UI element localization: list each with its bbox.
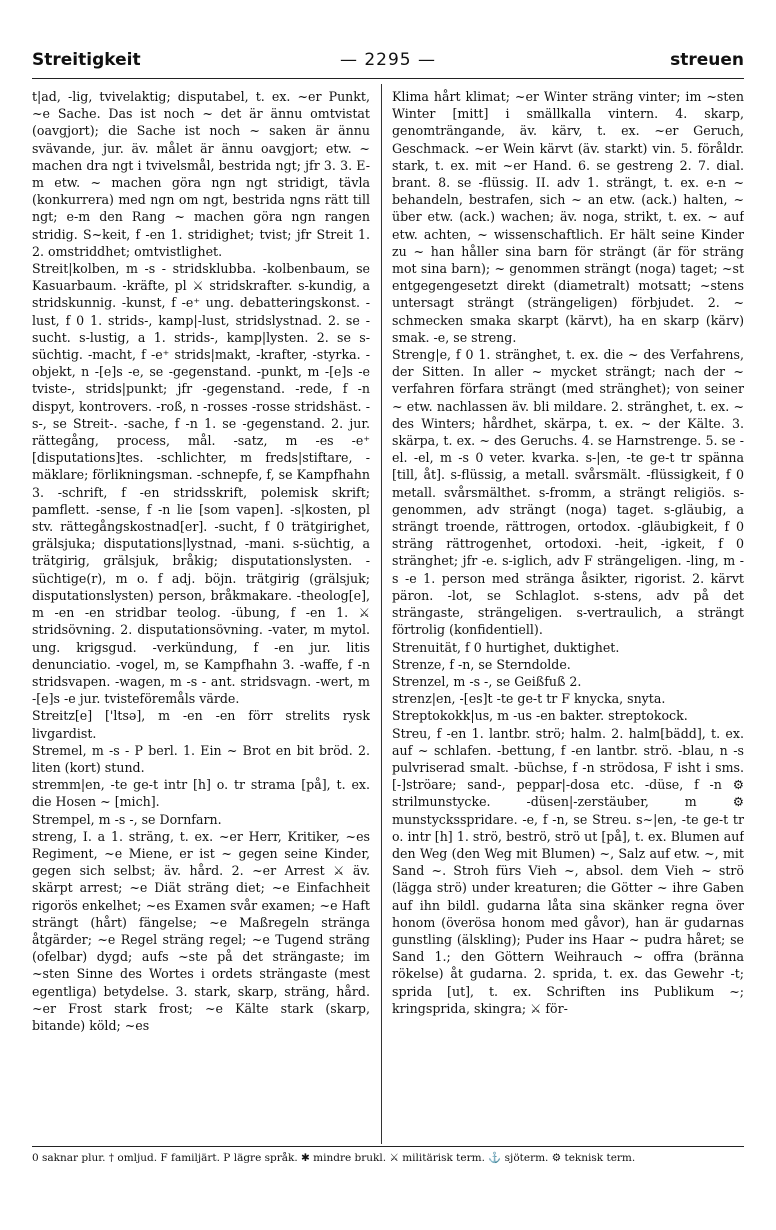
column-divider <box>381 84 382 1144</box>
dictionary-entry: Streitz[e] ['ltsə], m -en -en förr strelits rysk livgardist. <box>32 708 370 741</box>
dictionary-entry: Streng|e, f 0 1. stränghet, t. ex. die ~ des Verfahrens, der Sitten. In aller ~ mycket strängt; nach der ~ verfahren förfara strängt (med stränghet); von seiner ~ etw. nachlassen äv. bli mildare. 2. stränghet, t. ex. ~ des Winters; hårdhet, skärpa, t. ex. ~ der Kälte. 3. skärpa, t. ex. ~ des Geruchs. 4. se Harnstrenge. 5. se -el. -el, m -s 0 veter. kvarka. s-|en, -te ge-t tr spänna [till, åt]. s-flüssig, a metall. svårsmält. -flüssigkeit, f 0 metall. svårsmälthet. s-fromm, a strängt religiös. s-genommen, adv strängt (noga) taget. s-gläubig, a strängt troende, rättrogen, ortodox. -gläubigkeit, f 0 sträng rättrogenhet, ortodoxi. -heit, -igkeit, f 0 stränghet; jfr -e. s-iglich, adv F strängeligen. -ling, m -s -e 1. person med stränga åsikter, rigorist. 2. kärvt päron. -lot, se Schlaglot. s-stens, adv på det strängaste, strängeligen. s-vertraulich, a strängt förtrolig (konfidentiell). <box>392 347 744 638</box>
dictionary-entry: Strempel, m -s -, se Dornfarn. <box>32 811 222 827</box>
right-column <box>392 88 744 1138</box>
footer-rule <box>32 1146 744 1147</box>
dictionary-entry: Streit|kolben, m -s - stridsklubba. -kolbenbaum, se Kasuarbaum. -kräfte, pl ⚔ stridskrafter. s-kundig, a stridskunnig. -kunst, f -e⁺ ung. debatteringskonst. -lust, f 0 1. strids-, kamp|-lust, stridslystnad. 2. se -sucht. s-lustig, a 1. strids-, kamp|lysten. 2. se s-süchtig. -macht, f -e⁺ strids|makt, -krafter, -styrka. -objekt, n -[e]s -e, se -gegenstand. -punkt, m -[e]s -e tviste-, strids|punkt; jfr -gegenstand. -rede, f -n dispyt, kontrovers. -roß, n -rosses -rosse stridshäst. -s-, se Streit-. -sache, f -n 1. se -gegenstand. 2. jur. rättegång, process, mål. -satz, m -es -e⁺ [disputations]tes. -schlichter, m freds|stiftare, -mäklare; förlikningsman. -schnepfe, f, se Kampfhahn 3. -schrift, f -en stridsskrift, polemisk skrift; pamflett. -sense, f -n lie [som vapen]. -s|kosten, pl stv. rättegångskostnad[er]. -sucht, f 0 trätgirighet, grälsjuka; disputations|lystnad, -mani. s-süchtig, a trätgirig, grälsjuk, bråkig; disputationslysten. -süchtige(r), m o. f adj. böjn. trätgirig (grälsjuk; disputationslysten) person, bråkmakare. -theolog[e], m -en -en stridbar teolog. -übung, f -en 1. ⚔ stridsövning. 2. disputationsövning. -vater, m mytol. ung. krigsgud. -verkündung, f -en jur. litis denunciatio. -vogel, m, se Kampfhahn 3. -waffe, f -n stridsvapen. -wagen, m -s - ant. stridsvagn. -wert, m -[e]s -e jur. tvisteföremåls värde. <box>32 261 370 707</box>
dictionary-entry: strenz|en, -[es]t -te ge-t tr F knycka, snyta. <box>392 691 666 707</box>
dictionary-entry: Strenuität, f 0 hurtighet, duktighet. <box>392 639 620 655</box>
header-rule <box>32 78 744 79</box>
page-header <box>32 50 744 78</box>
page-number: — 2295 — <box>339 50 437 70</box>
dictionary-entry: Streptokokk|us, m -us -en bakter. streptokock. <box>392 708 688 724</box>
dictionary-entry: Streu, f -en 1. lantbr. strö; halm. 2. halm[bädd], t. ex. auf ~ schlafen. -bettung, f -en lantbr. strö. -blau, n -s pulvriserad smalt. -büchse, f -n strödosa, F isht i sms. [-]ströare; sand-, peppar|-dosa etc. -düse, f -n ⚙ strilmunstycke. -düsen|-zerstäuber, m ⚙ munstycksspridare. -e, f -n, se Streu. s~|en, -te ge-t tr o. intr [h] 1. strö, beströ, strö ut [på], t. ex. Blumen auf den Weg (den Weg mit Blumen) ~, Salz auf etw. ~, mit Sand ~. Stroh fürs Vieh ~, absol. dem Vieh ~ strö (lägga strö) under kreaturen; die Götter ~ ihre Gaben auf ihn bildl. gudarna låta sina skänker regna över honom (överösa honom med gåvor), han är gudarnas gunstling (älskling); Puder ins Haar ~ pudra håret; se Sand 1.; den Göttern Weihrauch ~ offra (bränna rökelse) åt gudarna. 2. sprida, t. ex. das Gewehr -t; sprida [ut], t. ex. Schriften ins Publikum ~; kringsprida, skingra; ⚔ för- <box>392 725 744 1016</box>
dictionary-entry: Strenze, f -n, se Sterndolde. <box>392 656 571 672</box>
dictionary-entry: Stremel, m -s - P berl. 1. Ein ~ Brot en bit bröd. 2. liten (kort) stund. <box>32 742 370 775</box>
abbreviation-legend: 0 saknar plur. † omljud. F familjärt. P lägre språk. ✱ mindre brukl. ⚔ militärisk term. ⚓ sjöterm. ⚙ teknisk term. <box>32 1152 636 1164</box>
left-column <box>32 88 370 1138</box>
dictionary-entry: streng, I. a 1. sträng, t. ex. ~er Herr, Kritiker, ~es Regiment, ~e Miene, er ist ~ gegen seine Kinder, gegen sich selbst; äv. hård. 2. ~er Arrest ⚔ äv. skärpt arrest; ~e Diät sträng diet; ~e Einfachheit rigorös enkelhet; ~es Examen svår examen; ~e Haft strängt (hårt) fängelse; ~e Maßregeln stränga åtgärder; ~e Regel sträng regel; ~e Tugend sträng (ofelbar) dygd; aufs ~ste på det strängaste; im ~sten Sinne des Wortes i ordets strängaste (mest egentliga) betydelse. 3. stark, skarp, sträng, hård. ~er Frost stark frost; ~e Kälte stark (skarp, bitande) köld; ~es <box>32 828 370 1033</box>
dictionary-entry: t|ad, -lig, tvivelaktig; disputabel, t. ex. ~er Punkt, ~e Sache. Das ist noch ~ det är ännu omtvistat (oavgjort); die Sache ist noch ~ saken är ännu svävande, jur. äv. målet är ännu oavgjort; etw. ~ machen dra ngt i tvivelsmål, bestrida ngt; jfr 3. 3. E-m etw. ~ machen göra ngn ngt stridigt, tävla (konkurrera) med ngn om ngt, bestrida ngns rätt till ngt; e-m den Rang ~ machen göra ngn rangen stridig. S~keit, f -en 1. stridighet; tvist; jfr Streit 1. 2. omstriddhet; omtvistlighet. <box>32 89 370 259</box>
dictionary-entry: stremm|en, -te ge-t intr [h] o. tr strama [på], t. ex. die Hosen ~ [mich]. <box>32 777 370 810</box>
dictionary-entry: Klima hårt klimat; ~er Winter sträng vinter; im ~sten Winter [mitt] i smällkalla vintern. 4. skarp, genomträngande, äv. kärv, t. ex. ~er Geruch, Geschmack. ~er Wein kärvt (äv. starkt) vin. 5. föråldr. stark, t. ex. mit ~er Hand. 6. se gestreng 2. 7. dial. brant. 8. se -flüssig. II. adv 1. strängt, t. ex. e-n ~ behandeln, bestrafen, sich ~ an etw. (ack.) halten, ~ über etw. (ack.) wachen; äv. noga, strikt, t. ex. ~ auf etw. achten, ~ wissenschaftlich. Er hält seine Kinder zu ~ han håller sina barn för strängt (är för sträng mot sina barn); ~ genommen strängt (noga) taget; ~st entgegengesetzt direkt (diametralt) motsatt; ~stens untersagt strängt (strängeligen) förbjudet. 2. ~ schmecken smaka skarpt (kärvt), ha en skarp (kärv) smak. -e, se streng. <box>392 89 744 345</box>
dictionary-entry: Strenzel, m -s -, se Geißfuß 2. <box>392 673 582 689</box>
guide-word-right: streuen <box>670 50 744 70</box>
guide-word-left: Streitigkeit <box>32 50 141 70</box>
